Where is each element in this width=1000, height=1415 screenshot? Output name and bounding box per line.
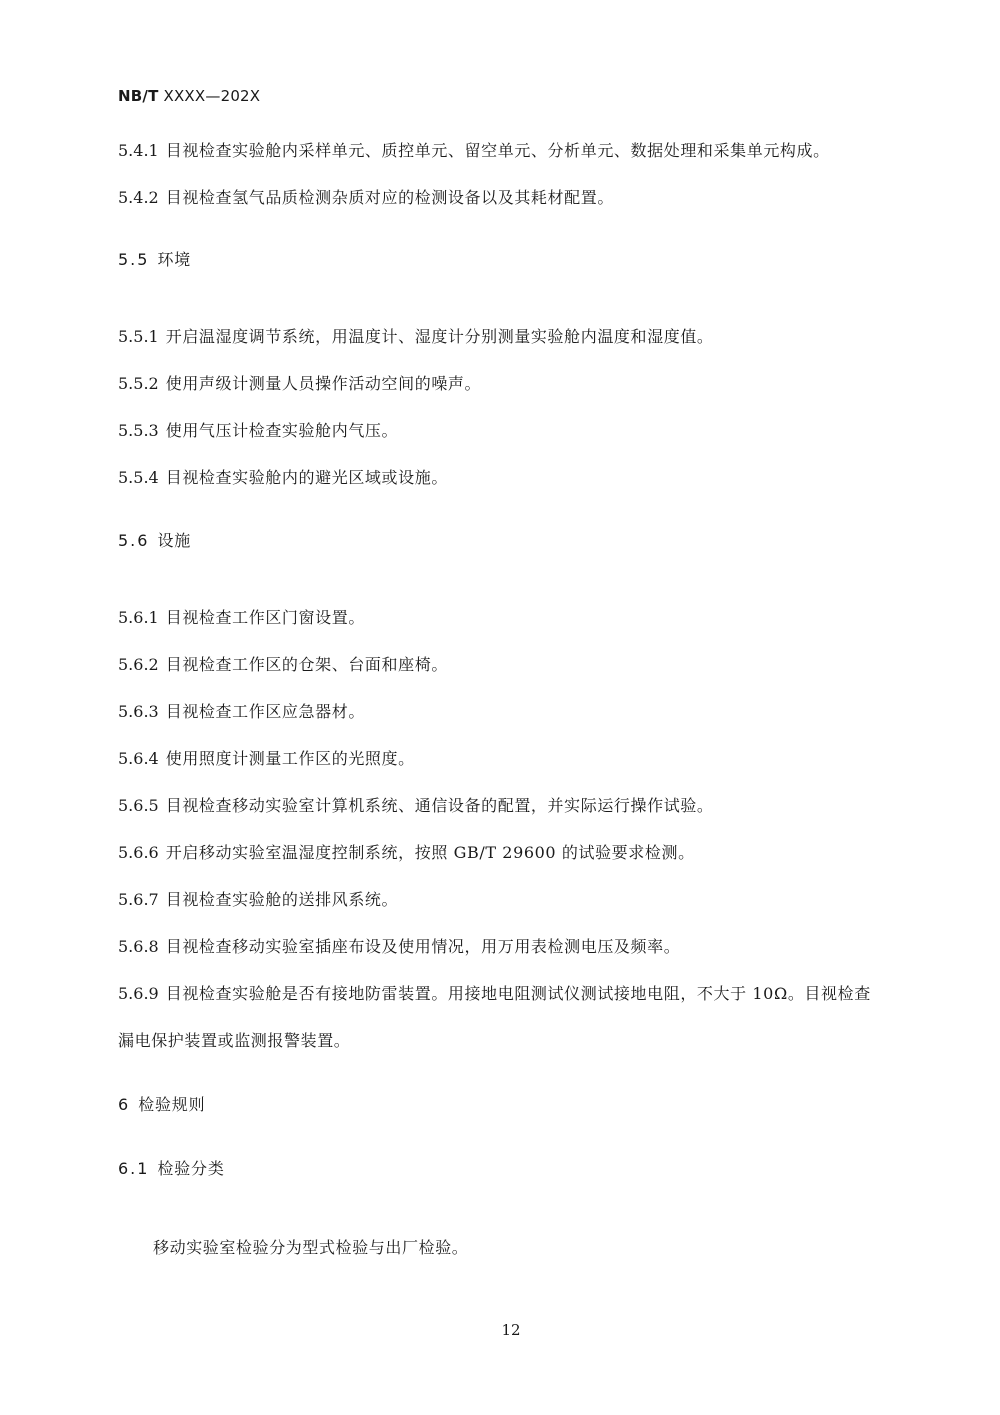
clause-text: 目视检查工作区门窗设置。: [165, 608, 365, 627]
clause-number: 5.6.5: [118, 796, 159, 815]
standard-prefix: NB/T: [118, 87, 159, 105]
clause-number: 5.4.1: [118, 141, 159, 160]
clause-5-5-2: [118, 374, 481, 394]
clause-text-continuation: 漏电保护装置或监测报警装置。: [118, 1031, 351, 1050]
clause-number: 5.6.3: [118, 702, 159, 721]
clause-5-4-2: [118, 188, 614, 208]
page-number: 12: [501, 1321, 521, 1339]
section-number: 5.5: [118, 250, 150, 269]
clause-5-5-3: [118, 421, 398, 441]
clause-5-6-5: [118, 796, 714, 816]
clause-text: 开启温湿度调节系统，用温度计、湿度计分别测量实验舱内温度和湿度值。: [165, 327, 714, 346]
clause-5-6-9-continuation: [118, 1031, 350, 1051]
standard-number: XXXX—202X: [158, 87, 261, 105]
clause-number: 5.6.2: [118, 655, 159, 674]
clause-text: 目视检查实验舱是否有接地防雷装置。用接地电阻测试仪测试接地电阻，不大于 10Ω。目视检查: [165, 984, 871, 1003]
clause-5-6-2: [118, 655, 448, 675]
body-paragraph-6-1: 移动实验室检验分为型式检验与出厂检验。: [153, 1238, 469, 1257]
section-title: 检验规则: [138, 1095, 206, 1114]
clause-text: 目视检查移动实验室插座布设及使用情况，用万用表检测电压及频率。: [165, 937, 681, 956]
clause-text: 目视检查工作区的仓架、台面和座椅。: [165, 655, 448, 674]
section-heading-5-6: [118, 531, 191, 551]
clause-5-6-6: [118, 843, 695, 863]
clause-5-6-3: [118, 702, 365, 722]
clause-number: 5.6.6: [118, 843, 159, 862]
section-heading-6-1: [118, 1159, 225, 1179]
clause-text: 目视检查移动实验室计算机系统、通信设备的配置，并实际运行操作试验。: [165, 796, 714, 815]
section-number: 6.1: [118, 1159, 150, 1178]
clause-5-5-1: [118, 327, 714, 347]
clause-number: 5.6.4: [118, 749, 159, 768]
clause-5-6-8: [118, 937, 680, 957]
clause-number: 5.5.1: [118, 327, 159, 346]
clause-number: 5.6.7: [118, 890, 159, 909]
section-title: 检验分类: [157, 1159, 225, 1178]
clause-5-6-9: [118, 984, 871, 1004]
clause-text: 目视检查工作区应急器材。: [165, 702, 365, 721]
clause-text: 目视检查实验舱内的避光区域或设施。: [165, 468, 448, 487]
clause-5-5-4: [118, 468, 448, 488]
clause-number: 5.4.2: [118, 188, 159, 207]
clause-number: 5.5.4: [118, 468, 159, 487]
clause-text: 开启移动实验室温湿度控制系统，按照 GB/T 29600 的试验要求检测。: [165, 843, 695, 862]
section-title: 环境: [157, 250, 192, 269]
section-number: 5.6: [118, 531, 150, 550]
clause-text: 目视检查实验舱的送排风系统。: [165, 890, 399, 909]
section-heading-6: [118, 1095, 205, 1115]
section-title: 设施: [157, 531, 192, 550]
clause-text: 目视检查实验舱内采样单元、质控单元、留空单元、分析单元、数据处理和采集单元构成。: [165, 141, 830, 160]
clause-5-6-1: [118, 608, 365, 628]
section-number: 6: [118, 1095, 131, 1114]
clause-number: 5.6.1: [118, 608, 159, 627]
document-code-header: [118, 87, 260, 105]
clause-number: 5.6.8: [118, 937, 159, 956]
clause-5-6-4: [118, 749, 415, 769]
clause-5-4-1: [118, 141, 830, 161]
clause-text: 使用照度计测量工作区的光照度。: [165, 749, 415, 768]
clause-text: 使用气压计检查实验舱内气压。: [165, 421, 399, 440]
section-heading-5-5: [118, 250, 191, 270]
clause-text: 目视检查氢气品质检测杂质对应的检测设备以及其耗材配置。: [165, 188, 614, 207]
clause-text: 使用声级计测量人员操作活动空间的噪声。: [165, 374, 482, 393]
clause-number: 5.6.9: [118, 984, 159, 1003]
clause-number: 5.5.3: [118, 421, 159, 440]
clause-number: 5.5.2: [118, 374, 159, 393]
clause-5-6-7: [118, 890, 398, 910]
